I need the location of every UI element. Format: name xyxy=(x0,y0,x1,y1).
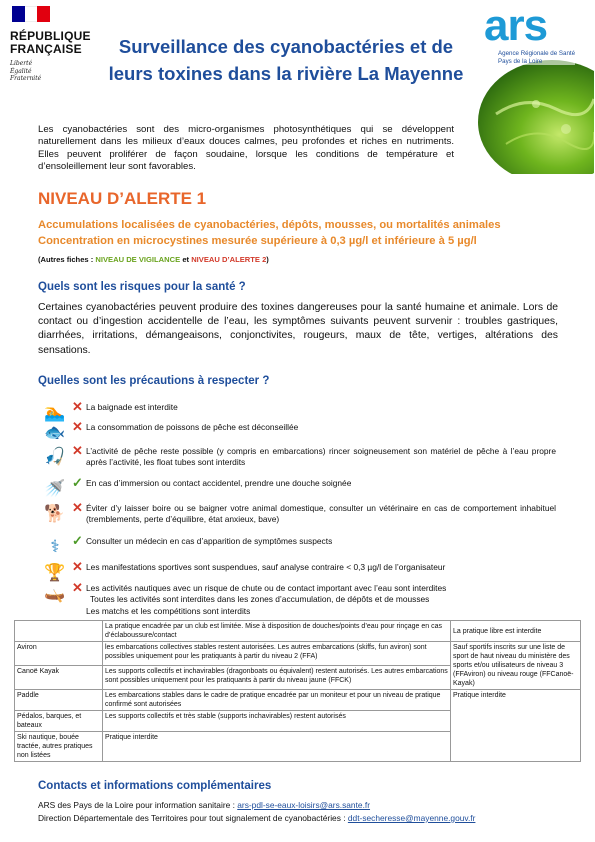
precaution-extra-line: Toutes les activités sont interdites dans les zones d’accumulation, de dépôts et de mousses xyxy=(90,594,430,604)
level2-link: NIVEAU D’ALERTE 2 xyxy=(191,255,267,264)
contact-ddt: Direction Départementale des Territoires pour tout signalement de cyanobactéries : ddt-secheresse@mayenne.gouv.fr xyxy=(38,813,476,823)
ars-logo-text: ars xyxy=(484,1,548,50)
rf-name: RÉPUBLIQUE FRANÇAISE xyxy=(10,29,91,56)
risks-paragraph: Certaines cyanobactéries peuvent produire des toxines dangereuses pour la santé humaine et animale. Lors de contact ou d’ingestion accidentelle de l’eau, les symptômes suivants peuvent survenir : troubles gastriques, diarrhées, irritations, démangeaisons, conjonctivites, rougeurs, maux de tête, vertiges, altérations des sensations. xyxy=(38,302,558,356)
table-cell: Pédalos, barques, et bateaux xyxy=(15,711,103,732)
precaution-item: 🎣 ✕ L’activité de pêche reste possible (y compris en embarcations) rincer soigneusement son matériel de pêche à l’eau propre après l’activité, les float tubes sont interdits xyxy=(38,446,556,468)
swimmer-icon: 🏊 xyxy=(44,403,66,422)
table-cell: La pratique libre est interdite xyxy=(451,621,581,642)
risks-heading: Quels sont les risques pour la santé ? xyxy=(38,281,246,293)
alert-criteria xyxy=(38,217,558,249)
ars-email-link[interactable]: ars-pdl-se-eaux-loisirs@ars.sante.fr xyxy=(237,800,371,810)
precaution-item: 🚿 ✓ En cas d’immersion ou contact accidentel, prendre une douche soignée xyxy=(38,478,556,500)
precaution-item: 🐟 ✕ La consommation de poissons de pêche est déconseillée xyxy=(38,422,556,444)
check-icon: ✓ xyxy=(72,533,83,548)
precaution-extra-line: Les matchs et les compétitions sont interdits xyxy=(86,606,251,616)
cross-icon: ✕ xyxy=(72,399,83,414)
page-title: Surveillance des cyanobactéries et de leurs toxines dans la rivière La Mayenne xyxy=(108,36,464,84)
vigilance-link: NIVEAU DE VIGILANCE xyxy=(95,255,181,264)
table-cell xyxy=(15,621,103,642)
alert-level-heading: NIVEAU D’ALERTE 1 xyxy=(38,189,207,208)
doctor-icon: ⚕ xyxy=(50,537,60,556)
shower-icon: 🚿 xyxy=(44,479,66,498)
precaution-item: ⚕ ✓ Consulter un médecin en cas d’apparition de symptômes suspects xyxy=(38,536,556,558)
precaution-item: 🛶 ✕ Les activités nautiques avec un risque de chute ou de contact important avec l’eau sont interdites xyxy=(38,583,556,605)
fishing-rod-icon: 🎣 xyxy=(44,447,66,466)
table-cell: les embarcations collectives stables restent autorisées. Les autres embarcations (skiffs, fun aviron) sont possibles uniquement pour les pratiquants à partir du niveau 2 (FFA) xyxy=(103,642,451,666)
table-cell: Paddle xyxy=(15,690,103,711)
alert-criteria-line2: Concentration en microcystines mesurée supérieure à 0,3 µg/l et inférieure à 5 µg/l xyxy=(38,235,477,247)
ars-subtitle: Agence Régionale de Santé Pays de la Loire xyxy=(498,50,576,65)
dog-icon: 🐕 xyxy=(44,504,66,523)
table-cell: Pratique interdite xyxy=(451,690,581,762)
table-row xyxy=(15,642,581,666)
republique-francaise-logo xyxy=(10,6,100,83)
ars-logo-block xyxy=(466,1,594,174)
alert-criteria-line1: Accumulations localisées de cyanobactéries, dépôts, mousses, ou mortalités animales xyxy=(38,219,501,231)
table-row xyxy=(15,621,581,642)
table-cell: La pratique encadrée par un club est limitée. Mise à disposition de douches/points d’eau pour rinçage en cas d’éclaboussure/contact xyxy=(103,621,451,642)
table-cell: Pratique interdite xyxy=(103,732,451,762)
table-cell: Canoë Kayak xyxy=(15,666,103,690)
table-cell: Les supports collectifs et très stable (supports inchavirables) restent autorisés xyxy=(103,711,451,732)
flag-icon xyxy=(12,6,50,22)
trophy-icon: 🏆 xyxy=(44,563,66,582)
precaution-item: 🏊 ✕ La baignade est interdite xyxy=(38,402,556,424)
precaution-item: 🏆 ✕ Les manifestations sportives sont suspendues, sauf analyse contraire < 0,3 µg/l de l’organisateur xyxy=(38,562,556,584)
table-cell: Les embarcations stables dans le cadre de pratique encadrée par un moniteur et pour un niveau de pratique confirmé sont autorisées xyxy=(103,690,451,711)
cross-icon: ✕ xyxy=(72,559,83,574)
fish-icon: 🐟 xyxy=(44,423,66,442)
kayak-icon: 🛶 xyxy=(44,584,66,603)
table-row xyxy=(15,690,581,711)
table-cell: Ski nautique, bouée tractée, autres pratiques non listées xyxy=(15,732,103,762)
other-sheets-note: (Autres fiches : NIVEAU DE VIGILANCE et NIVEAU D’ALERTE 2) xyxy=(38,255,269,264)
precaution-item: 🐕 ✕ Éviter d’y laisser boire ou se baigner votre animal domestique, consulter un vétérinaire en cas de comportement inhabituel (tremblements, perte d’équilibre, état anxieux, bave) xyxy=(38,503,556,525)
cross-icon: ✕ xyxy=(72,580,83,595)
precautions-heading: Quelles sont les précautions à respecter ? xyxy=(38,375,270,387)
check-icon: ✓ xyxy=(72,475,83,490)
contacts-heading: Contacts et informations complémentaires xyxy=(38,780,272,792)
cross-icon: ✕ xyxy=(72,500,83,515)
sports-activities-table xyxy=(14,620,581,762)
contact-ars: ARS des Pays de la Loire pour information sanitaire : ars-pdl-se-eaux-loisirs@ars.sante.fr xyxy=(38,800,371,810)
intro-paragraph: Les cyanobactéries sont des micro-organismes photosynthétiques qui se développent naturellement dans les milieux d’eaux douces calmes, peu profondes et riches en nutriments. Elles peuvent proliférer de façon soudaine, lorsque les conditions de température et d’ensoleillement leur sont favorables. xyxy=(38,124,454,173)
rf-motto: Liberté Égalité Fraternité xyxy=(10,60,42,82)
table-cell: Sauf sportifs inscrits sur une liste de sport de haut niveau du ministère des sports et/ou utilisateurs de niveau 3 (FFAviron) ou niveau rouge (FFCanoë-Kayak) xyxy=(451,642,581,690)
table-cell: Aviron xyxy=(15,642,103,666)
cross-icon: ✕ xyxy=(72,443,83,458)
cross-icon: ✕ xyxy=(72,419,83,434)
table-cell: Les supports collectifs et inchavirables (dragonboats ou équivalent) restent autorisés. Les autres embarcations sont possibles uniquement pour les pratiquants à partir du niveau jaune (FFCK) xyxy=(103,666,451,690)
ddt-email-link[interactable]: ddt-secheresse@mayenne.gouv.fr xyxy=(347,813,476,823)
